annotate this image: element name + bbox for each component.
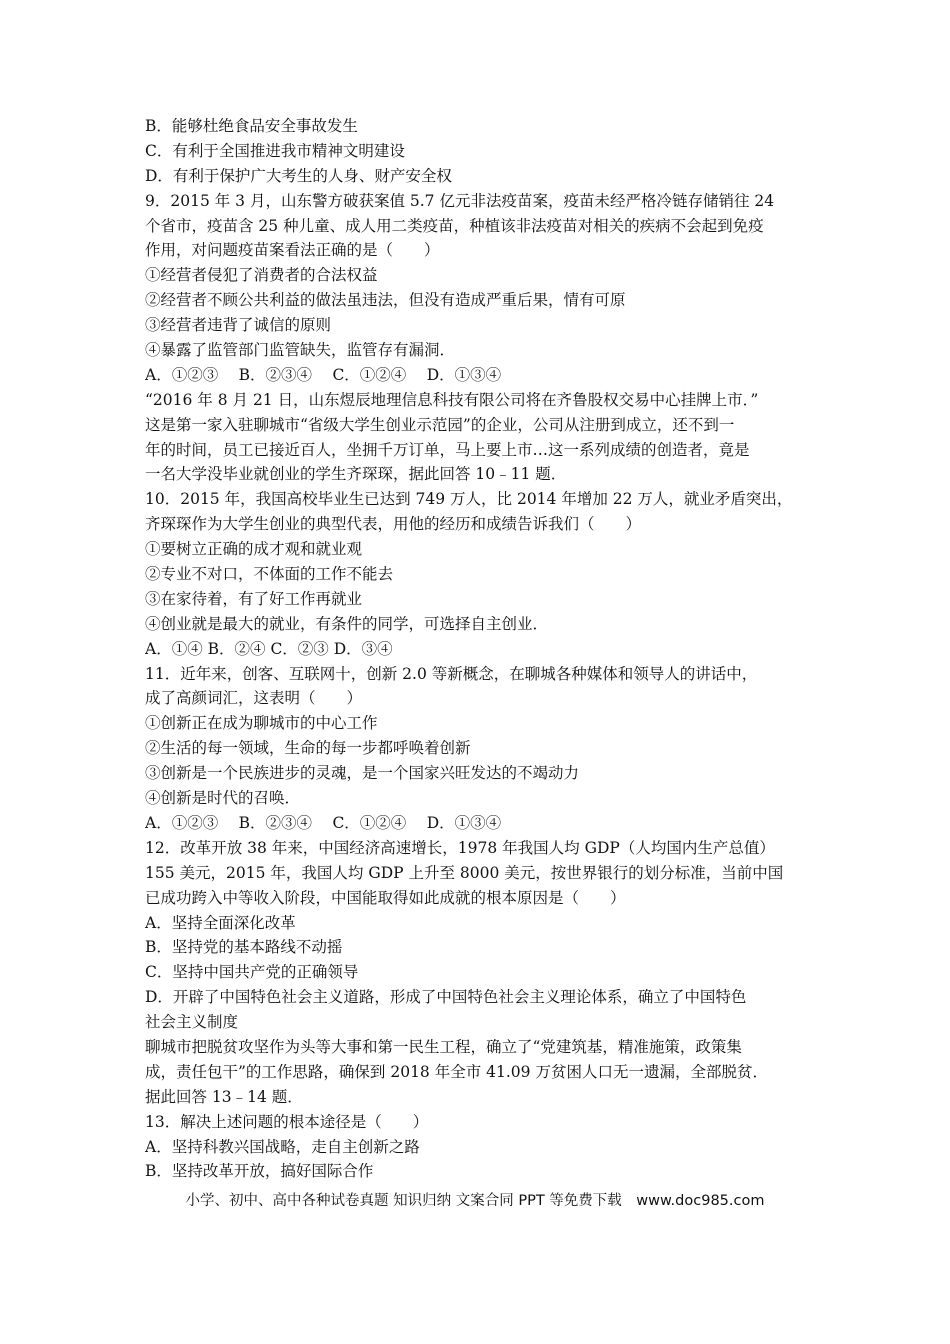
- text-line: ③创新是一个民族进步的灵魂，是一个国家兴旺发达的不竭动力: [145, 764, 580, 783]
- text-line: ④创业就是最大的就业，有条件的同学，可选择自主创业．: [145, 614, 549, 633]
- text-line: 155 美元，2015 年，我国人均 GDP 上升至 8000 美元，按世界银行的划分标准，当前中国: [145, 863, 784, 882]
- question-10-line: 10．2015 年，我国高校毕业生已达到 749 万人，比 2014 年增加 22 万人，就业矛盾突出，: [145, 490, 793, 509]
- text-line: ①经营者侵犯了消费者的合法权益: [145, 266, 378, 285]
- text-line: B．坚持党的基本路线不动摇: [145, 938, 343, 957]
- text-line: C．坚持中国共产党的正确领导: [145, 963, 359, 982]
- text-line: ②经营者不顾公共利益的做法虽违法，但没有造成严重后果，情有可原: [145, 291, 626, 310]
- text-line: ③经营者违背了诚信的原则: [145, 316, 332, 335]
- text-line: “2016 年 8 月 21 日，山东煜辰地理信息科技有限公司将在齐鲁股权交易中心挂牌上市．”: [145, 390, 759, 409]
- question-11-line: 11．近年来，创客、互联网十，创新 2.0 等新概念，在聊城各种媒体和领导人的讲话中，: [145, 664, 758, 683]
- text-line: ①要树立正确的成才观和就业观: [145, 540, 363, 559]
- text-line: 个省市，疫苗含 25 种儿童、成人用二类疫苗，种植该非法疫苗对相关的疾病不会起到免疫: [145, 216, 764, 235]
- answer-options: A．①④ B．②④ C．②③ D．③④: [145, 639, 393, 658]
- text-line: 年的时间，员工已接近百人，坐拥千万订单，马上要上市…这一系列成绩的创造者，竟是: [145, 440, 750, 459]
- text-line: ③在家待着，有了好工作再就业: [145, 589, 363, 608]
- text-line: 社会主义制度: [145, 1013, 239, 1032]
- text-line: 据此回答 13﹣14 题．: [145, 1087, 303, 1106]
- text-line: 作用，对问题疫苗案看法正确的是（ ）: [145, 241, 440, 260]
- text-line: ②专业不对口，不体面的工作不能去: [145, 565, 394, 584]
- text-line: 已成功跨入中等收入阶段，中国能取得如此成就的根本原因是（ ）: [145, 888, 626, 907]
- text-line: 一名大学没毕业就创业的学生齐琛琛，据此回答 10﹣11 题．: [145, 465, 567, 484]
- question-9-line: 9．2015 年 3 月，山东警方破获案值 5.7 亿元非法疫苗案，疫苗未经严格冷链存储销往 24: [145, 191, 775, 210]
- text-line: ②生活的每一领域，生命的每一步都呼唤着创新: [145, 739, 471, 758]
- text-line: ④创新是时代的召唤．: [145, 789, 301, 808]
- text-line: 聊城市把脱贫攻坚作为头等大事和第一民生工程，确立了“党建筑基，精准施策，政策集: [145, 1037, 742, 1056]
- text-line: ①创新正在成为聊城市的中心工作: [145, 714, 378, 733]
- text-line: 这是第一家入驻聊城市“省级大学生创业示范园”的企业，公司从注册到成立，还不到一: [145, 415, 735, 434]
- text-line: ④暴露了监管部门监管缺失，监管存有漏洞．: [145, 341, 456, 360]
- text-line: B．能够杜绝食品安全事故发生: [145, 117, 358, 135]
- page-footer: 小学、初中、高中各种试卷真题 知识归纳 文案合同 PPT 等免费下载 www.doc985.com: [185, 1193, 765, 1209]
- text-line: A．坚持全面深化改革: [145, 913, 296, 932]
- text-line: B．坚持改革开放，搞好国际合作: [145, 1162, 374, 1181]
- text-line: 成了高颜词汇，这表明（ ）: [145, 689, 363, 708]
- document-body: [145, 114, 805, 1184]
- text-line: C．有利于全国推进我市精神文明建设: [145, 141, 405, 160]
- text-line: 齐琛琛作为大学生创业的典型代表，用他的经历和成绩告诉我们（ ）: [145, 515, 642, 534]
- text-line: 成，责任包干”的工作思路，确保到 2018 年全市 41.09 万贫困人口无一遗漏，全部脱贫．: [145, 1062, 768, 1081]
- text-line: D．有利于保护广大考生的人身、财产安全权: [145, 166, 452, 185]
- text-line: D．开辟了中国特色社会主义道路，形成了中国特色社会主义理论体系，确立了中国特色: [145, 988, 747, 1007]
- question-13-line: 13．解决上述问题的根本途径是（ ）: [145, 1112, 429, 1131]
- question-12-line: 12．改革开放 38 年来，中国经济高速增长，1978 年我国人均 GDP（人均国内生产总值）: [145, 838, 775, 857]
- answer-options: A．①②③ B．②③④ C．①②④ D．①③④: [145, 813, 502, 832]
- answer-options: A．①②③ B．②③④ C．①②④ D．①③④: [145, 365, 502, 384]
- text-line: A．坚持科教兴国战略，走自主创新之路: [145, 1137, 420, 1156]
